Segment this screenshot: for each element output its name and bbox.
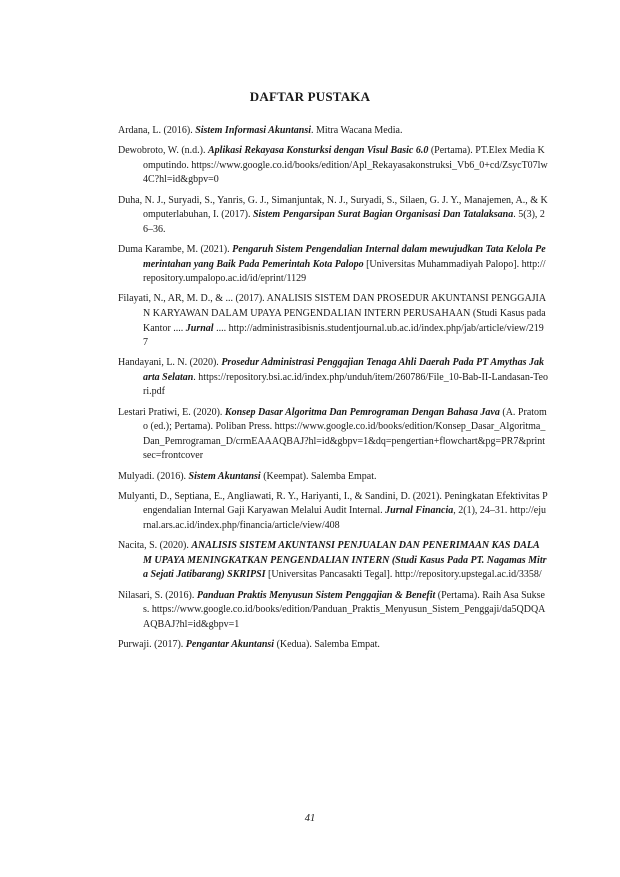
reference-text: . https://repository.bsi.ac.id/index.php/unduh/item/260786/File_10-Bab-II-Landasan-Teori.pdf bbox=[143, 371, 548, 398]
reference-title: ANALISIS SISTEM AKUNTANSI PENJUALAN DAN PENERIMAAN KAS DALAM UPAYA MENINGKATKAN PENGENDALIAN INTERN (Studi Kasus Pada PT. Nagamas Mitra Sejati Jatibarang) SKRIPSI bbox=[143, 540, 547, 581]
reference-text: Ardana, L. (2016). bbox=[118, 125, 196, 136]
reference-text: Nilasari, S. (2016). bbox=[118, 589, 197, 601]
reference-title: Jurnal Financia bbox=[385, 505, 454, 517]
reference-title: Aplikasi Rekayasa Konsturksi dengan Visul Basic 6.0 bbox=[208, 145, 429, 157]
reference-title: Sistem Informasi Akuntansi bbox=[195, 125, 311, 136]
reference-title: Panduan Praktis Menyusun Sistem Penggajian & Benefit bbox=[196, 589, 436, 601]
reference-text: Lestari Pratiwi, E. (2020). bbox=[118, 406, 225, 418]
reference-text: Duha, N. J., Suryadi, S., Yanris, G. J., Simanjuntak, N. J., Suryadi, S., Silaen, G. J. Y., Manajemen, A., & Komputerlabuhan, I. (2017). bbox=[118, 194, 548, 221]
reference-item bbox=[118, 490, 548, 534]
reference-item bbox=[118, 406, 548, 464]
reference-text: (Keempat). Salemba Empat. bbox=[260, 470, 377, 482]
reference-item bbox=[118, 470, 548, 485]
reference-text: .... http://administrasibisnis.studentjournal.ub.ac.id/index.php/jab/article/view/2197 bbox=[143, 322, 544, 349]
reference-text: Nacita, S. (2020). bbox=[118, 540, 192, 552]
reference-text: Mulyanti, D., Septiana, E., Angliawati, R. Y., Hariyanti, I., & Sandini, D. (2021). Peningkatan Efektivitas Pengendalian Internal Gaji Karyawan Melalui Audit Internal. bbox=[118, 490, 548, 517]
reference-text: [Universitas Pancasakti Tegal]. http://repository.upstegal.ac.id/3358/ bbox=[265, 569, 542, 581]
reference-text: . Mitra Wacana Media. bbox=[310, 125, 403, 136]
reference-title: Sistem Pengarsipan Surat Bagian Organisasi Dan Tatalaksana bbox=[252, 209, 514, 221]
reference-item bbox=[118, 124, 548, 139]
reference-text: (Pertama). PT.Elex Media Komputindo. https://www.google.co.id/books/edition/Apl_Rekayasakonstruksi_Vb6_0+cd/ZsycT07lw4C?hl=id&gbpv=0 bbox=[143, 145, 548, 186]
page-number: 41 bbox=[304, 813, 316, 824]
reference-item bbox=[118, 292, 548, 350]
reference-item bbox=[118, 589, 548, 633]
reference-text: (Kedua). Salemba Empat. bbox=[274, 638, 380, 650]
reference-text: (A. Pratomo (ed.); Pertama). Poliban Press. https://www.google.co.id/books/edition/Konsep_Dasar_Algoritma_Dan_Pemrograman_D/crmEAAAQBAJ?hl=id&gbpv=1&dq=pengertian+flowchart&pg=PR7&printsec=frontcover bbox=[143, 406, 547, 462]
reference-text: . 5(3), 26–36. bbox=[143, 209, 545, 235]
reference-title: Pengantar Akuntansi bbox=[185, 638, 275, 650]
reference-text: Purwaji. (2017). bbox=[118, 638, 186, 650]
reference-text: Dewobroto, W. (n.d.). bbox=[118, 145, 208, 157]
reference-text: , 2(1), 24–31. http://ejurnal.ars.ac.id/index.php/financia/article/view/408 bbox=[143, 505, 547, 531]
reference-text: [Universitas Muhammadiyah Palopo]. http://repository.umpalopo.ac.id/id/eprint/1129 bbox=[143, 258, 546, 285]
page-title: DAFTAR PUSTAKA bbox=[249, 89, 371, 104]
reference-text: Filayati, N., AR, M. D., & ... (2017). ANALISIS SISTEM DAN PROSEDUR AKUNTANSI PENGGAJIAN KARYAWAN DALAM UPAYA PENGENDALIAN INTERN PERUSAHAAN (Studi Kasus pada Kantor .... bbox=[118, 293, 547, 334]
reference-title: Prosedur Administrasi Penggajian Tenaga Ahli Daerah Pada PT Amythas Jakarta Selatan bbox=[143, 357, 545, 383]
reference-text: (Pertama). Raih Asa Sukses. https://www.google.co.id/books/edition/Panduan_Praktis_Menyusun_Sistem_Penggaji/da5QDQAAQBAJ?hl=id&gbpv=1 bbox=[143, 589, 546, 630]
reference-text: Handayani, L. N. (2020). bbox=[118, 357, 222, 369]
reference-text: Duma Karambe, M. (2021). bbox=[118, 243, 233, 255]
reference-text: Mulyadi. (2016). bbox=[118, 470, 189, 482]
reference-item bbox=[118, 144, 548, 188]
reference-title: Jurnal bbox=[185, 322, 214, 334]
reference-item bbox=[118, 539, 548, 583]
reference-item bbox=[118, 194, 548, 238]
reference-title: Konsep Dasar Algoritma Dan Pemrograman Dengan Bahasa Java bbox=[224, 406, 500, 418]
reference-title: Pengaruh Sistem Pengendalian Internal dalam mewujudkan Tata Kelola Pemerintahan yang Baik Pada Pemerintah Kota Palopo bbox=[143, 243, 546, 270]
reference-item bbox=[118, 243, 548, 287]
reference-item bbox=[118, 638, 548, 653]
reference-list bbox=[118, 124, 548, 658]
reference-item bbox=[118, 356, 548, 400]
reference-title: Sistem Akuntansi bbox=[188, 470, 261, 482]
